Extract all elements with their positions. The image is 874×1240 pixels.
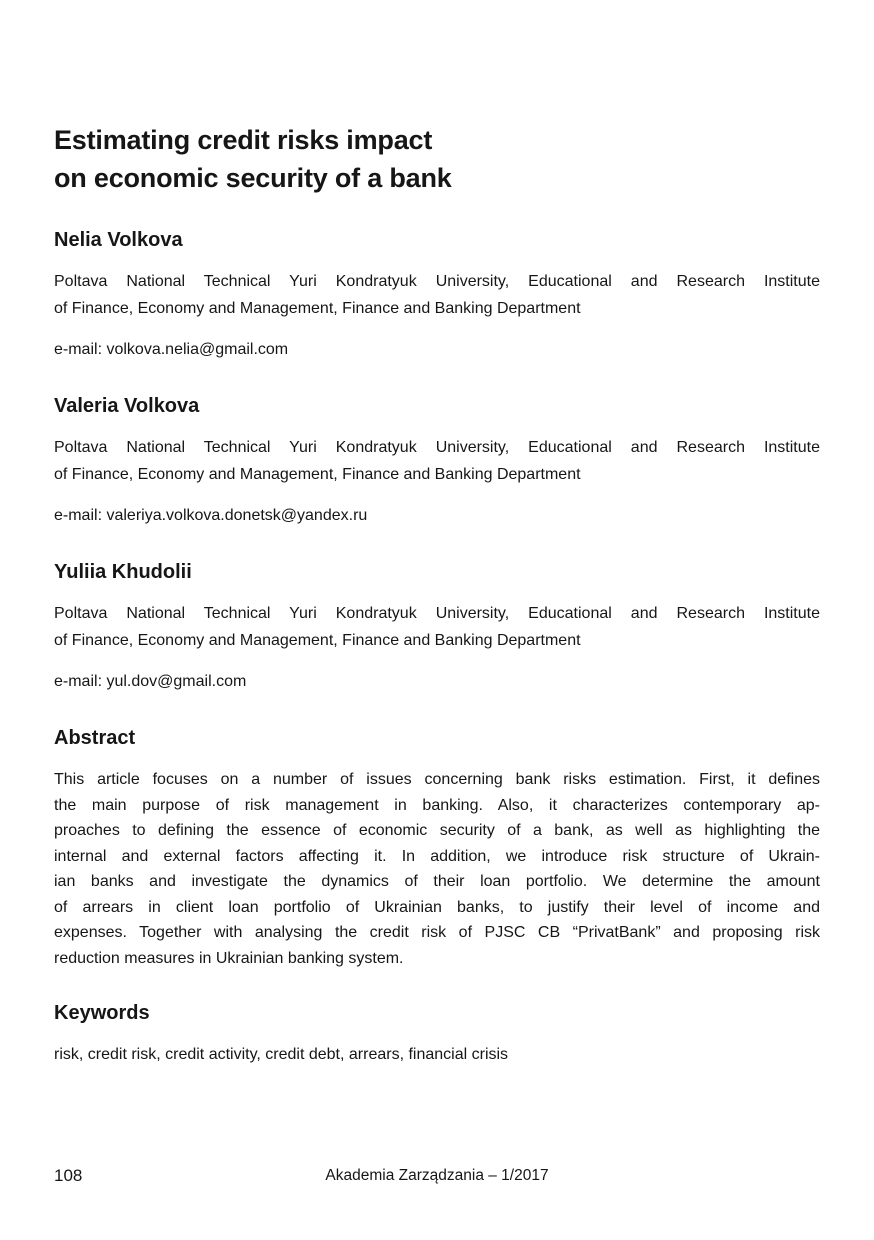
author-affiliation-3-line-2: of Finance, Economy and Management, Finance and Banking Department bbox=[54, 631, 581, 649]
keywords-text: risk, credit risk, credit activity, credit debt, arrears, financial crisis bbox=[54, 1046, 509, 1063]
footer-journal-title: Akademia Zarządzania – 1/2017 bbox=[325, 1167, 549, 1184]
footer-page-number: 108 bbox=[54, 1166, 83, 1185]
page-footer bbox=[54, 1164, 820, 1188]
author-email-line-3 bbox=[54, 669, 820, 695]
author-affiliation-3-line-1: Poltava National Technical Yuri Kondratyuk University, Educational and Research Institute bbox=[54, 605, 820, 622]
author-affiliation-1 bbox=[54, 269, 820, 322]
email-label-1: e-mail: bbox=[54, 341, 103, 358]
paper-title-line-2: on economic security of a bank bbox=[54, 163, 452, 193]
email-label-2: e-mail: bbox=[54, 507, 103, 524]
author-affiliation-2-line-1: Poltava National Technical Yuri Kondratyuk University, Educational and Research Institute bbox=[54, 439, 820, 456]
abstract-line-4: internal and external factors affecting it. In addition, we introduce risk structure of Ukrain- bbox=[54, 847, 820, 865]
author-email-address-3: yul.dov@gmail.com bbox=[106, 673, 247, 690]
abstract-heading: Abstract bbox=[54, 727, 136, 749]
author-affiliation-1-line-2: of Finance, Economy and Management, Finance and Banking Department bbox=[54, 299, 581, 317]
author-email-line-1 bbox=[54, 337, 820, 363]
author-affiliation-2 bbox=[54, 435, 820, 488]
abstract-line-1: This article focuses on a number of issues concerning bank risks estimation. First, it defines bbox=[54, 771, 820, 788]
page-content bbox=[54, 121, 820, 1068]
abstract-line-2: the main purpose of risk management in banking. Also, it characterizes contemporary ap- bbox=[54, 796, 820, 814]
author-email-address-1: volkova.nelia@gmail.com bbox=[106, 341, 289, 358]
author-affiliation-3 bbox=[54, 601, 820, 654]
abstract-line-7: expenses. Together with analysing the credit risk of PJSC CB “PrivatBank” and proposing risk bbox=[54, 924, 820, 941]
paper-title bbox=[54, 121, 820, 197]
author-affiliation-2-line-2: of Finance, Economy and Management, Finance and Banking Department bbox=[54, 465, 581, 483]
keywords-heading: Keywords bbox=[54, 1002, 150, 1024]
abstract-line-3: proaches to defining the essence of economic security of a bank, as well as highlighting the bbox=[54, 822, 820, 839]
author-name-3: Yuliia Khudolii bbox=[54, 561, 192, 583]
abstract-line-5: ian banks and investigate the dynamics of their loan portfolio. We determine the amount bbox=[54, 873, 820, 890]
author-affiliation-1-line-1: Poltava National Technical Yuri Kondratyuk University, Educational and Research Institute bbox=[54, 273, 820, 290]
paper-title-line-1: Estimating credit risks impact bbox=[54, 125, 433, 155]
author-name-2: Valeria Volkova bbox=[54, 395, 200, 417]
abstract-line-6: of arrears in client loan portfolio of Ukrainian banks, to justify their level of income and bbox=[54, 898, 820, 916]
email-label-3: e-mail: bbox=[54, 673, 103, 690]
abstract-text bbox=[54, 767, 820, 971]
author-name-1: Nelia Volkova bbox=[54, 229, 183, 251]
abstract-line-8: reduction measures in Ukrainian banking system. bbox=[54, 949, 404, 967]
author-email-address-2: valeriya.volkova.donetsk@yandex.ru bbox=[106, 507, 368, 524]
author-email-line-2 bbox=[54, 503, 820, 529]
